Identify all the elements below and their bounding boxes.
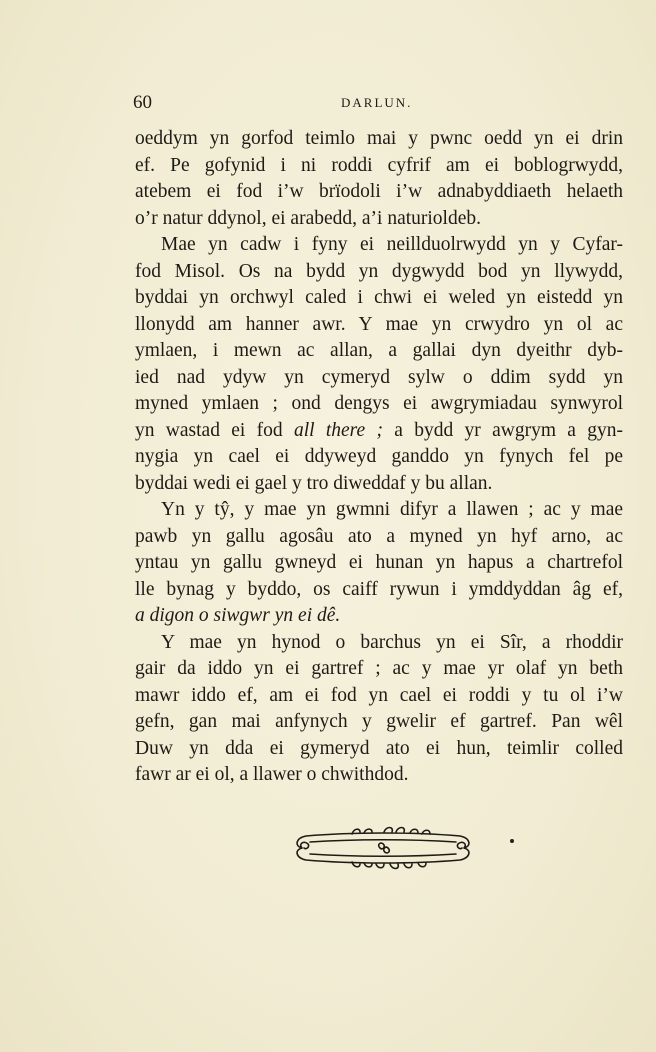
text-line: atebem ei fod i’w brïodoli i’w adnabyddiaeth helaeth bbox=[135, 181, 623, 202]
paragraph-2 bbox=[135, 232, 623, 497]
paragraph-3 bbox=[135, 497, 623, 630]
running-head: DARLUN. bbox=[341, 95, 413, 110]
text-line: yntau yn gallu gwneyd ei hunan yn hapus a chartrefol bbox=[135, 552, 623, 573]
ink-speck bbox=[510, 839, 514, 843]
text-line: nygia yn cael ei ddyweyd ganddo yn fynych fel pe bbox=[135, 446, 623, 467]
text-line: Yn y tŷ, y mae yn gwmni difyr a llawen ; ac y mae bbox=[161, 499, 623, 520]
text-segment: yn wastad ei fod bbox=[135, 419, 294, 441]
text-line: Y mae yn hynod o barchus yn ei Sîr, a rhoddir bbox=[161, 631, 623, 653]
text-line-mixed bbox=[135, 418, 623, 445]
text-line: o’r natur ddynol, ei arabedd, a’i naturioldeb. bbox=[135, 207, 482, 229]
text-segment: a bydd yr awgrym a gyn- bbox=[382, 419, 623, 441]
text-line: Duw yn dda ei gymeryd ato ei hun, teimlir colled bbox=[135, 737, 623, 759]
italic-phrase: all there ; bbox=[293, 419, 383, 441]
paragraph-1 bbox=[135, 126, 623, 232]
text-line: byddai yn orchwyl caled i chwi ei weled yn eistedd yn bbox=[135, 287, 623, 308]
body-text bbox=[135, 126, 623, 789]
italic-line: a digon o siwgwr yn ei dê. bbox=[135, 605, 341, 626]
text-line: llonydd am hanner awr. Y mae yn crwydro yn ol ac bbox=[135, 313, 623, 335]
text-line: ef. Pe gofynid i ni roddi cyfrif am ei boblogrwydd, bbox=[135, 154, 623, 176]
scroll-flourish-icon bbox=[292, 826, 474, 870]
text-line: gair da iddo yn ei gartref ; ac y mae yr olaf yn beth bbox=[135, 658, 623, 679]
text-line: myned ymlaen ; ond dengys ei awgrymiadau synwyrol bbox=[135, 393, 623, 414]
page-header bbox=[133, 92, 623, 118]
text-line: oeddym yn gorfod teimlo mai y pwnc oedd yn ei drin bbox=[135, 128, 623, 149]
text-line: Mae yn cadw i fyny ei neillduolrwydd yn y Cyfar- bbox=[161, 234, 623, 255]
text-line: lle bynag y byddo, os caiff rywun i ymddyddan âg ef, bbox=[135, 578, 623, 600]
text-line: gefn, gan mai anfynych y gwelir ef gartref. Pan wêl bbox=[135, 711, 623, 732]
text-line: ymlaen, i mewn ac allan, a gallai dyn dyeithr dyb- bbox=[135, 340, 623, 361]
text-line: fod Misol. Os na bydd yn dygwydd bod yn llywydd, bbox=[135, 260, 623, 282]
text-line: pawb yn gallu agosâu ato a myned yn hyf arno, ac bbox=[135, 525, 623, 547]
text-line: ied nad ydyw yn cymeryd sylw o ddim sydd yn bbox=[135, 366, 623, 388]
text-line: fawr ar ei ol, a llawer o chwithdod. bbox=[135, 764, 409, 785]
page-number: 60 bbox=[133, 92, 152, 113]
text-line: mawr iddo ef, am ei fod yn cael ei roddi y tu ol i’w bbox=[135, 684, 623, 706]
paragraph-4 bbox=[135, 630, 623, 789]
text-line: byddai wedi ei gael y tro diweddaf y bu allan. bbox=[135, 472, 493, 494]
